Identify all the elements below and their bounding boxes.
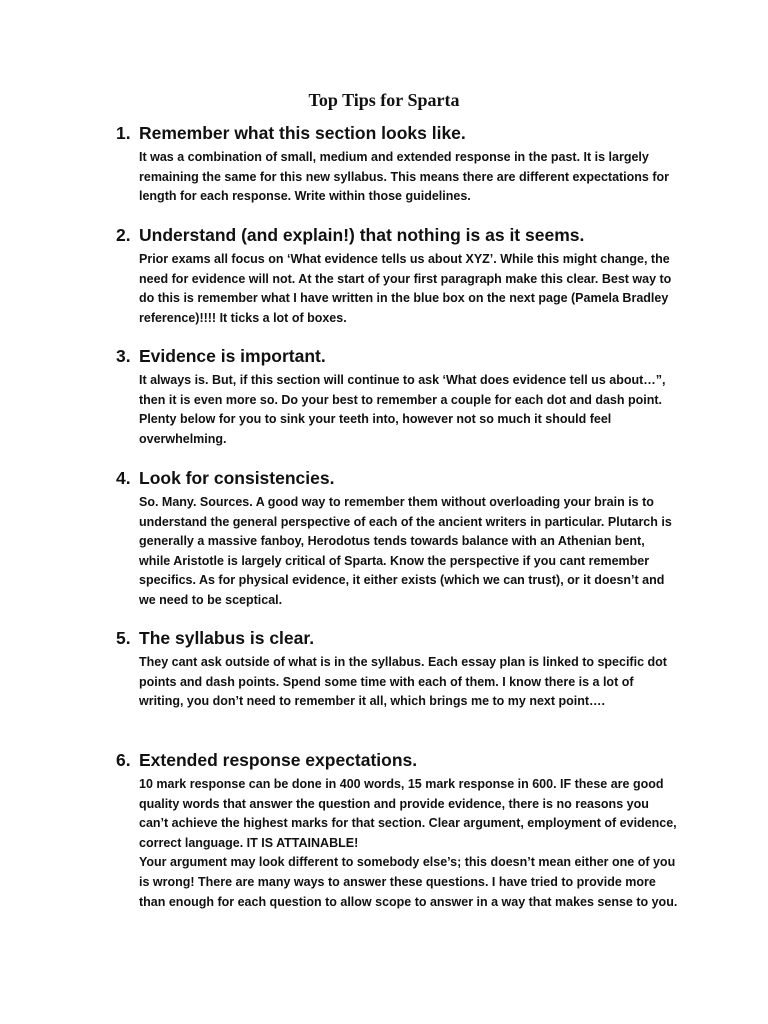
tip-body — [139, 775, 679, 912]
tip-number: 5. — [116, 628, 131, 648]
tip-heading-text: Extended response expectations. — [139, 750, 418, 770]
tip-heading-3 — [0, 344, 768, 368]
tip-body — [139, 371, 679, 449]
tip-heading-6 — [0, 748, 768, 772]
tip-number: 6. — [116, 750, 131, 770]
page-title: Top Tips for Sparta — [308, 90, 460, 110]
tip-paragraph: 10 mark response can be done in 400 words, 15 mark response in 600. IF these are good quality words that answer the question and provide evidence, there is no reasons you can’t achieve the highest marks for that section. Clear argument, employment of evidence, correct language. IT IS ATTAINABLE! — [139, 777, 677, 850]
tip-body — [139, 653, 679, 712]
tip-paragraph: It always is. But, if this section will continue to ask ‘What does evidence tell us about…”, then it is even more so. Do your best to remember a couple for each dot and dash point. Plenty below for you to sink your teeth into, however not so much it should feel overwhelming. — [139, 373, 666, 446]
tip-heading-text: Evidence is important. — [139, 346, 326, 366]
tip-paragraph: They cant ask outside of what is in the syllabus. Each essay plan is linked to specific dot points and dash points. Spend some time with each of them. I know there is a lot of writing, you don’t need to remember it all, which brings me to my next point…. — [139, 655, 667, 709]
tip-number: 3. — [116, 346, 131, 366]
tip-section-6 — [0, 748, 768, 912]
tip-body — [139, 148, 679, 207]
tip-heading-4 — [0, 466, 768, 490]
tip-heading-text: Understand (and explain!) that nothing is as it seems. — [139, 225, 585, 245]
tip-number: 2. — [116, 225, 131, 245]
tip-heading-text: Look for consistencies. — [139, 468, 335, 488]
tip-heading-text: The syllabus is clear. — [139, 628, 315, 648]
tip-body — [139, 493, 679, 611]
tip-section-1 — [0, 121, 768, 207]
tip-section-2 — [0, 223, 768, 328]
tip-paragraph: So. Many. Sources. A good way to remember them without overloading your brain is to understand the general perspective of each of the ancient writers in particular. Plutarch is generally a massive fanboy, Herodotus tends towards balance with an Athenian bent, while Aristotle is largely critical of Sparta. Know the perspective if you cant remember specifics. As for physical evidence, it either exists (which we can trust), or it doesn’t and we need to be sceptical. — [139, 495, 672, 607]
tip-heading-1 — [0, 121, 768, 145]
tip-heading-2 — [0, 223, 768, 247]
tip-number: 1. — [116, 123, 131, 143]
tip-paragraph: Your argument may look different to somebody else’s; this doesn’t mean either one of you is wrong! There are many ways to answer these questions. I have tried to provide more than enough for each question to allow scope to answer in a way that makes sense to you. — [139, 855, 678, 909]
tip-body — [139, 250, 679, 328]
tip-number: 4. — [116, 468, 131, 488]
tip-section-3 — [0, 344, 768, 449]
tip-paragraph: Prior exams all focus on ‘What evidence tells us about XYZ’. While this might change, the need for evidence will not. At the start of your first paragraph make this clear. Best way to do this is remember what I have written in the blue box on the next page (Pamela Bradley reference)!!!! It ticks a lot of boxes. — [139, 252, 672, 325]
tip-paragraph: It was a combination of small, medium and extended response in the past. It is largely remaining the same for this new syllabus. This means there are different expectations for length for each response. Write within those guidelines. — [139, 150, 670, 204]
tip-heading-text: Remember what this section looks like. — [139, 123, 466, 143]
tip-section-5 — [0, 626, 768, 712]
tip-heading-5 — [0, 626, 768, 650]
tip-section-4 — [0, 466, 768, 611]
